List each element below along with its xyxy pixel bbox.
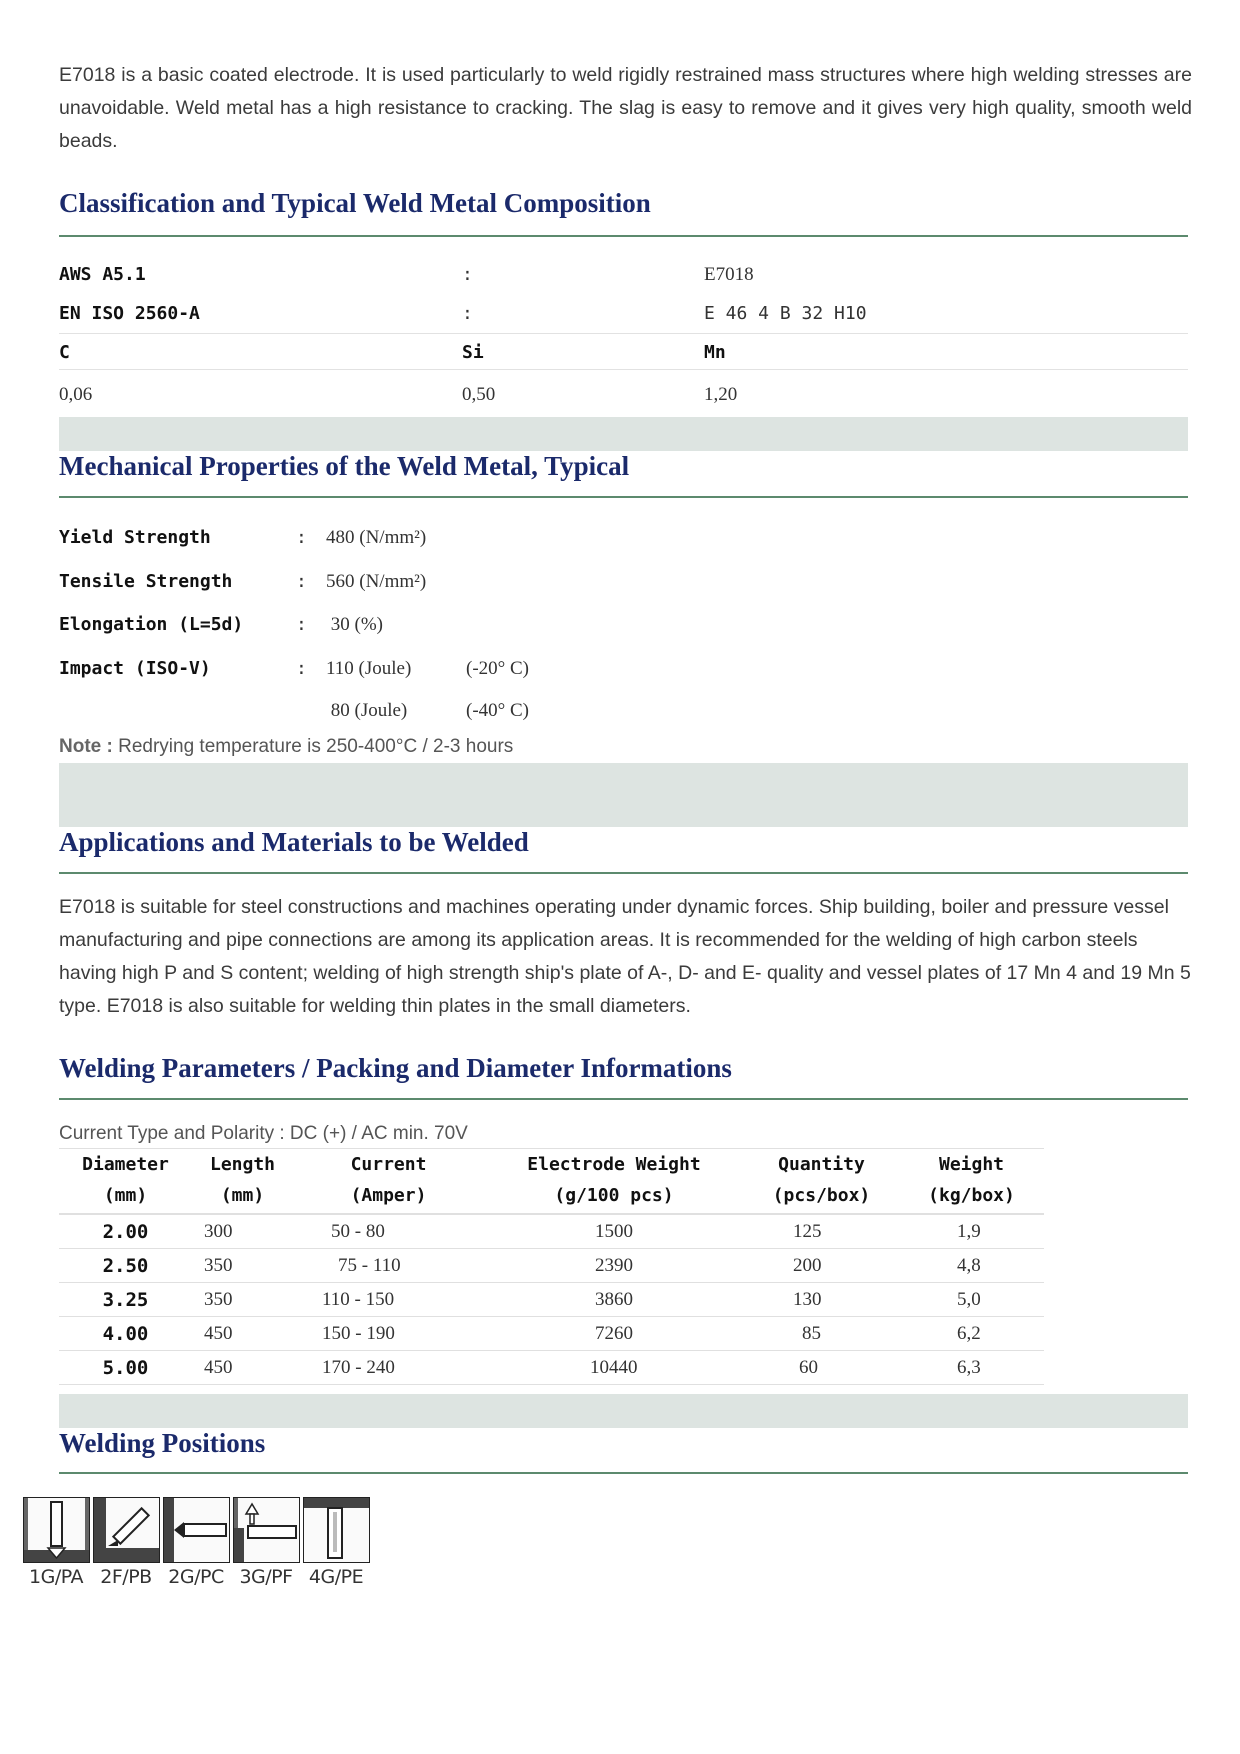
current-type-text: Current Type and Polarity : DC (+) / AC min. 70V xyxy=(59,1123,468,1144)
elongation-label: Elongation (L=5d) xyxy=(59,614,244,635)
length-cell: 350 xyxy=(192,1249,293,1283)
impact-label: Impact (ISO-V) xyxy=(59,658,211,679)
parameters-heading: Welding Parameters / Packing and Diameter Informations xyxy=(59,1053,732,1083)
applications-paragraph: E7018 is suitable for steel constructions and machines operating under dynamic forces. Ship building, boiler and pressure vessel manufacturing and pipe connections are among its application areas. It is recommended for the welding of high carbon steels having high P and S content; welding of high strength ship's plate of A-, D- and E- quality and vessel plates of 17 Mn 4 and 19 Mn 5 type. E7018 is also suitable for welding thin plates in the small diameters. xyxy=(59,896,1191,1017)
current-cell: 110 - 150 xyxy=(293,1283,484,1317)
property-separator: : xyxy=(296,658,307,679)
weight-cell: 4,8 xyxy=(899,1249,1044,1283)
length-cell: 450 xyxy=(192,1317,293,1351)
electrode-weight-cell: 1500 xyxy=(484,1214,744,1249)
flat-position-icon xyxy=(23,1497,90,1563)
row-divider xyxy=(59,369,1188,370)
quantity-cell: 85 xyxy=(744,1317,899,1351)
current-cell: 75 - 110 xyxy=(293,1249,484,1283)
weight-cell: 6,3 xyxy=(899,1351,1044,1385)
header-current: Current xyxy=(350,1154,427,1175)
quantity-cell: 200 xyxy=(744,1249,899,1283)
mechanical-heading: Mechanical Properties of the Weld Metal, Typical xyxy=(59,451,630,481)
impact-temp-2: (-40° C) xyxy=(466,700,530,721)
quantity-cell: 130 xyxy=(744,1283,899,1317)
spec-value-aws: E7018 xyxy=(704,264,754,285)
header-electrode-weight: Electrode Weight xyxy=(527,1154,701,1175)
elongation-value: 30 (%) xyxy=(326,614,383,635)
property-separator: : xyxy=(296,527,307,548)
position-label-2g: 2G/PC xyxy=(168,1566,224,1588)
diameter-cell: 2.50 xyxy=(59,1249,192,1283)
header-weight-unit: (kg/box) xyxy=(899,1180,1044,1214)
section-divider xyxy=(59,1472,1188,1474)
position-label-1g: 1G/PA xyxy=(29,1566,83,1588)
element-si-header: Si xyxy=(462,342,484,363)
table-row xyxy=(59,1351,1044,1385)
yield-strength-value: 480 (N/mm²) xyxy=(326,527,427,548)
intro-paragraph: E7018 is a basic coated electrode. It is used particularly to weld rigidly restrained mass structures where high welding stresses are unavoidable. Weld metal has a high resistance to cracking. The slag is easy to remove and it gives very high quality, smooth weld beads. xyxy=(59,64,1192,152)
element-c-value: 0,06 xyxy=(59,384,93,405)
table-row xyxy=(59,1317,1044,1351)
position-label-3g: 3G/PF xyxy=(239,1566,293,1588)
header-quantity: Quantity xyxy=(778,1154,865,1175)
quantity-cell: 60 xyxy=(744,1351,899,1385)
tensile-strength-value: 560 (N/mm²) xyxy=(326,571,427,592)
electrode-weight-cell: 2390 xyxy=(484,1249,744,1283)
property-separator: : xyxy=(296,571,307,592)
electrode-weight-cell: 7260 xyxy=(484,1317,744,1351)
section-separator-band xyxy=(59,763,1188,827)
welding-parameters-table xyxy=(59,1149,1044,1385)
impact-value-2: 80 (Joule) xyxy=(326,700,408,721)
header-length: Length xyxy=(209,1154,276,1175)
weight-cell: 5,0 xyxy=(899,1283,1044,1317)
section-divider xyxy=(59,872,1188,874)
impact-temp-1: (-20° C) xyxy=(466,658,530,679)
header-current-unit: (Amper) xyxy=(293,1180,484,1214)
section-divider xyxy=(59,1098,1188,1100)
section-separator-band xyxy=(59,417,1188,451)
horizontal-fillet-position-icon xyxy=(93,1497,160,1563)
note-label: Note : xyxy=(59,736,113,757)
spec-label-en-iso: EN ISO 2560-A xyxy=(59,303,200,324)
electrode-weight-cell: 10440 xyxy=(484,1351,744,1385)
header-diameter: Diameter xyxy=(82,1154,169,1175)
applications-heading: Applications and Materials to be Welded xyxy=(59,827,529,857)
element-si-value: 0,50 xyxy=(462,384,496,405)
diameter-cell: 5.00 xyxy=(59,1351,192,1385)
spec-label-aws: AWS A5.1 xyxy=(59,264,146,285)
diameter-cell: 4.00 xyxy=(59,1317,192,1351)
length-cell: 450 xyxy=(192,1351,293,1385)
vertical-up-position-icon xyxy=(233,1497,300,1563)
length-cell: 300 xyxy=(192,1214,293,1249)
diameter-cell: 3.25 xyxy=(59,1283,192,1317)
header-quantity-unit: (pcs/box) xyxy=(744,1180,899,1214)
table-row xyxy=(59,1249,1044,1283)
position-label-2f: 2F/PB xyxy=(100,1566,152,1588)
current-cell: 150 - 190 xyxy=(293,1317,484,1351)
horizontal-position-icon xyxy=(163,1497,230,1563)
section-separator-band xyxy=(59,1394,1188,1428)
table-row xyxy=(59,1283,1044,1317)
note-text: Redrying temperature is 250-400°C / 2-3 hours xyxy=(112,736,514,757)
electrode-weight-cell: 3860 xyxy=(484,1283,744,1317)
row-divider xyxy=(59,333,1188,334)
section-divider xyxy=(59,496,1188,498)
element-mn-value: 1,20 xyxy=(704,384,738,405)
position-label-4g: 4G/PE xyxy=(308,1566,364,1588)
property-separator: : xyxy=(296,614,307,635)
weight-cell: 6,2 xyxy=(899,1317,1044,1351)
spec-value-en-iso: E 46 4 B 32 H10 xyxy=(704,303,867,324)
current-cell: 170 - 240 xyxy=(293,1351,484,1385)
header-diameter-unit: (mm) xyxy=(59,1180,192,1214)
section-divider xyxy=(59,235,1188,237)
table-row xyxy=(59,1214,1044,1249)
overhead-position-icon xyxy=(303,1497,370,1563)
length-cell: 350 xyxy=(192,1283,293,1317)
impact-value-1: 110 (Joule) xyxy=(326,658,412,679)
yield-strength-label: Yield Strength xyxy=(59,527,211,548)
spec-separator: : xyxy=(462,264,473,285)
header-length-unit: (mm) xyxy=(192,1180,293,1214)
redrying-note xyxy=(59,736,513,758)
element-c-header: C xyxy=(59,342,70,363)
spec-separator: : xyxy=(462,303,473,324)
header-weight: Weight xyxy=(938,1154,1005,1175)
element-mn-header: Mn xyxy=(704,342,726,363)
current-cell: 50 - 80 xyxy=(293,1214,484,1249)
diameter-cell: 2.00 xyxy=(59,1214,192,1249)
header-electrode-weight-unit: (g/100 pcs) xyxy=(484,1180,744,1214)
classification-heading: Classification and Typical Weld Metal Composition xyxy=(59,188,651,218)
weight-cell: 1,9 xyxy=(899,1214,1044,1249)
quantity-cell: 125 xyxy=(744,1214,899,1249)
tensile-strength-label: Tensile Strength xyxy=(59,571,233,592)
positions-heading: Welding Positions xyxy=(59,1428,266,1458)
